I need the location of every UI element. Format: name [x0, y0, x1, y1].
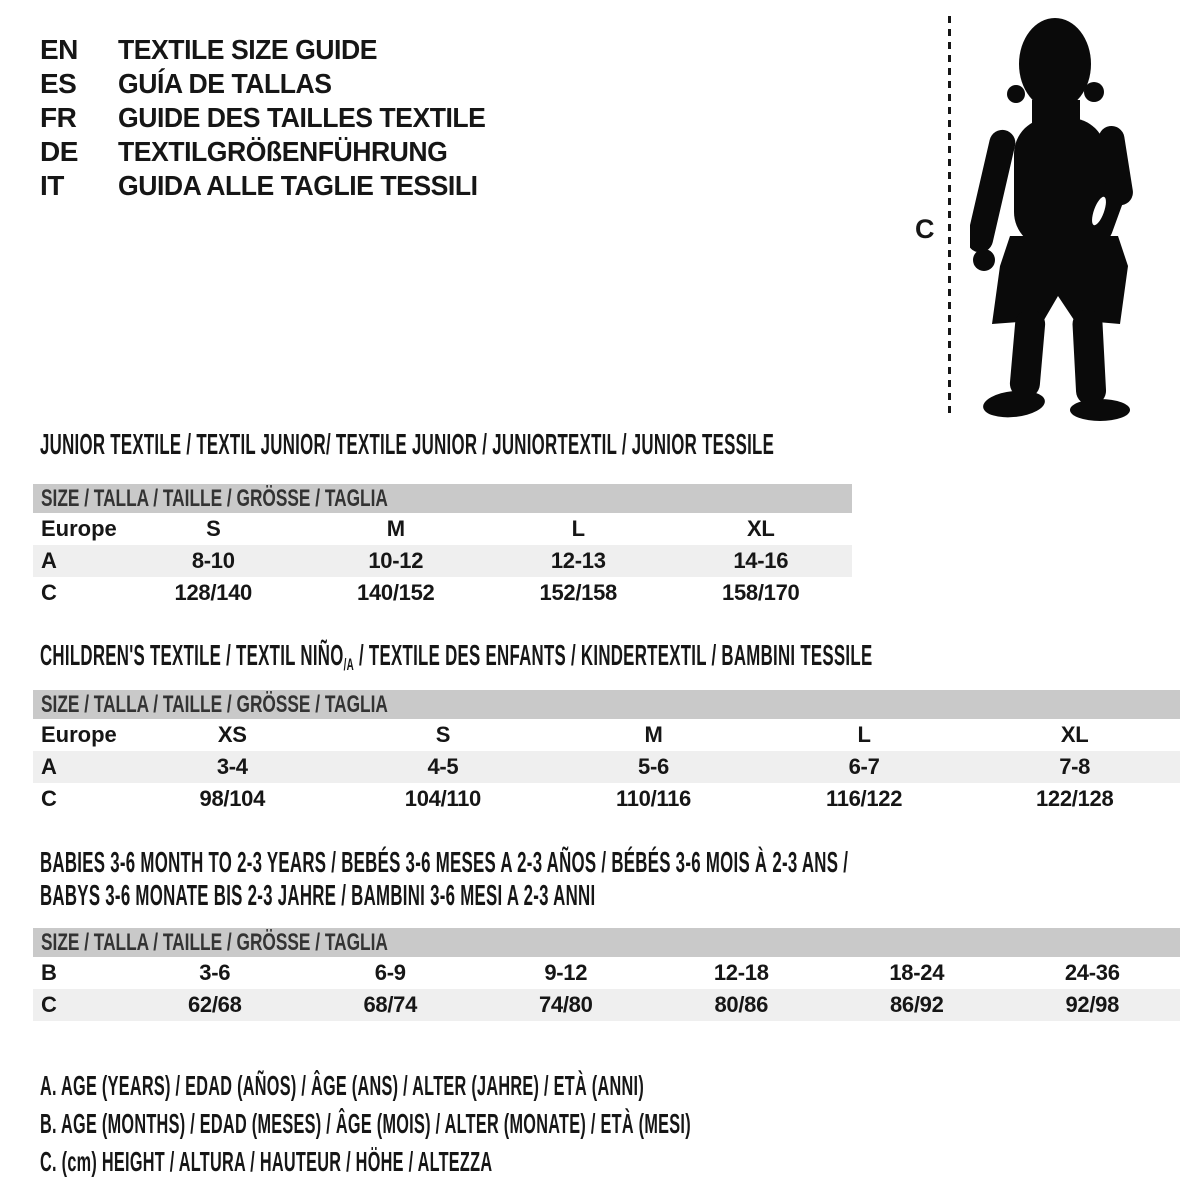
age-cell: 12-18	[713, 960, 769, 985]
age-cell: 9-12	[544, 960, 588, 985]
footnote-b-text: B. AGE (MONTHS) / EDAD (MESES) / ÂGE (MOIS) / ALTER (MONATE) / ETÀ (MESI)	[40, 1108, 691, 1139]
height-cell: 92/98	[1065, 992, 1120, 1017]
babies-size-table	[33, 928, 1180, 1021]
table-row-height	[33, 989, 1180, 1021]
size-header-bar	[33, 928, 1180, 957]
age-cell: 3-4	[216, 754, 248, 779]
language-code: FR	[40, 102, 77, 133]
height-cell: 62/68	[187, 992, 242, 1017]
size-cell: L	[857, 722, 871, 747]
age-cell: 7-8	[1059, 754, 1091, 779]
height-cell: 98/104	[199, 786, 266, 811]
age-cell: 14-16	[733, 548, 789, 573]
babies-title-line2: BABYS 3-6 MONATE BIS 2-3 JAHRE / BAMBINI 3-6 MESI A 2-3 ANNI	[40, 880, 596, 912]
language-row-en	[40, 33, 505, 67]
row-label: C	[41, 580, 57, 605]
age-cell: 18-24	[889, 960, 945, 985]
height-cell: 80/86	[714, 992, 769, 1017]
age-cell: 6-9	[374, 960, 406, 985]
junior-section-title	[40, 429, 1200, 462]
table-row-europe	[33, 719, 1180, 751]
row-label: C	[41, 992, 57, 1017]
size-cell: L	[571, 516, 585, 541]
guide-title-fr: GUIDE DES TAILLES TEXTILE	[118, 102, 486, 133]
children-size-table	[33, 690, 1180, 815]
language-code: EN	[40, 34, 78, 65]
age-cell: 4-5	[427, 754, 459, 779]
children-title-post: / TEXTILE DES ENFANTS / KINDERTEXTIL / BAMBINI TESSILE	[354, 640, 873, 672]
age-cell: 12-13	[550, 548, 606, 573]
footnote-b	[40, 1105, 1162, 1143]
size-header-label: SIZE / TALLA / TAILLE / GRÖSSE / TAGLIA	[41, 484, 388, 512]
height-cell: 104/110	[404, 786, 481, 811]
footnote-c-text: C. (cm) HEIGHT / ALTURA / HAUTEUR / HÖHE / ALTEZZA	[40, 1146, 493, 1177]
age-cell: 3-6	[199, 960, 231, 985]
height-cell: 110/116	[615, 786, 691, 811]
table-row-europe	[33, 513, 852, 545]
size-header-bar	[33, 690, 1180, 719]
babies-title-line1: BABIES 3-6 MONTH TO 2-3 YEARS / BEBÉS 3-6 MESES A 2-3 AÑOS / BÉBÉS 3-6 MOIS À 2-3 ANS /	[40, 847, 849, 879]
row-label: C	[41, 786, 57, 811]
height-cell: 74/80	[538, 992, 593, 1017]
footnote-c	[40, 1143, 1162, 1181]
junior-section-title-text: JUNIOR TEXTILE / TEXTIL JUNIOR/ TEXTILE JUNIOR / JUNIORTEXTIL / JUNIOR TESSILE	[40, 429, 775, 461]
language-title-list	[40, 33, 505, 203]
children-title-subscript: /A	[343, 655, 355, 674]
size-header-bar	[33, 484, 852, 513]
age-cell: 10-12	[368, 548, 424, 573]
height-cell: 86/92	[889, 992, 944, 1017]
height-cell: 122/128	[1035, 786, 1114, 811]
table-row-age	[33, 545, 852, 577]
babies-title-line1-row	[40, 847, 1200, 880]
height-cell: 152/158	[539, 580, 617, 605]
row-label: Europe	[41, 516, 117, 541]
age-cell: 24-36	[1064, 960, 1120, 985]
row-label: B	[41, 960, 57, 985]
row-label: A	[41, 548, 57, 573]
guide-title-it: GUIDA ALLE TAGLIE TESSILI	[118, 170, 478, 201]
junior-size-table	[33, 484, 852, 609]
height-measure-dashed-line	[948, 16, 951, 416]
size-cell: XL	[1060, 722, 1089, 747]
height-cell: 68/74	[363, 992, 418, 1017]
guide-title-de: TEXTILGRÖßENFÜHRUNG	[118, 136, 448, 167]
children-title-pre: CHILDREN'S TEXTILE / TEXTIL NIÑO	[40, 640, 344, 672]
size-header-label: SIZE / TALLA / TAILLE / GRÖSSE / TAGLIA	[41, 690, 388, 718]
row-label: Europe	[41, 722, 117, 747]
height-cell: 116/122	[825, 786, 903, 811]
footnote-a	[40, 1067, 1162, 1105]
language-code: IT	[40, 170, 64, 201]
size-cell: M	[386, 516, 405, 541]
row-label: A	[41, 754, 57, 779]
size-cell: M	[644, 722, 663, 747]
height-cell: 128/140	[174, 580, 252, 605]
table-row-age-months	[33, 957, 1180, 989]
age-cell: 5-6	[638, 754, 669, 779]
language-code: ES	[40, 68, 77, 99]
table-row-height	[33, 783, 1180, 815]
language-row-es	[40, 67, 505, 101]
footnote-legend	[40, 1067, 1162, 1181]
table-row-height	[33, 577, 852, 609]
language-row-fr	[40, 101, 505, 135]
height-cell: 140/152	[357, 580, 435, 605]
size-cell: XS	[217, 722, 247, 747]
size-header-label: SIZE / TALLA / TAILLE / GRÖSSE / TAGLIA	[41, 928, 388, 956]
language-row-it	[40, 169, 505, 203]
toddler-silhouette-icon	[970, 14, 1152, 422]
size-cell: S	[435, 722, 451, 747]
table-row-age	[33, 751, 1180, 783]
guide-title-en: TEXTILE SIZE GUIDE	[118, 34, 377, 65]
age-cell: 6-7	[848, 754, 880, 779]
babies-title-line2-row	[40, 880, 1200, 913]
size-cell: S	[206, 516, 221, 541]
guide-title-es: GUÍA DE TALLAS	[118, 68, 332, 99]
children-section-title	[40, 640, 1200, 676]
size-cell: XL	[746, 516, 775, 541]
language-code: DE	[40, 136, 78, 167]
language-row-de	[40, 135, 505, 169]
age-cell: 8-10	[191, 548, 235, 573]
height-measure-label: C	[915, 214, 935, 244]
footnote-a-text: A. AGE (YEARS) / EDAD (AÑOS) / ÂGE (ANS) / ALTER (JAHRE) / ETÀ (ANNI)	[40, 1070, 645, 1101]
babies-section-title	[40, 847, 1200, 913]
children-section-title-text	[40, 640, 872, 676]
height-cell: 158/170	[722, 580, 800, 605]
